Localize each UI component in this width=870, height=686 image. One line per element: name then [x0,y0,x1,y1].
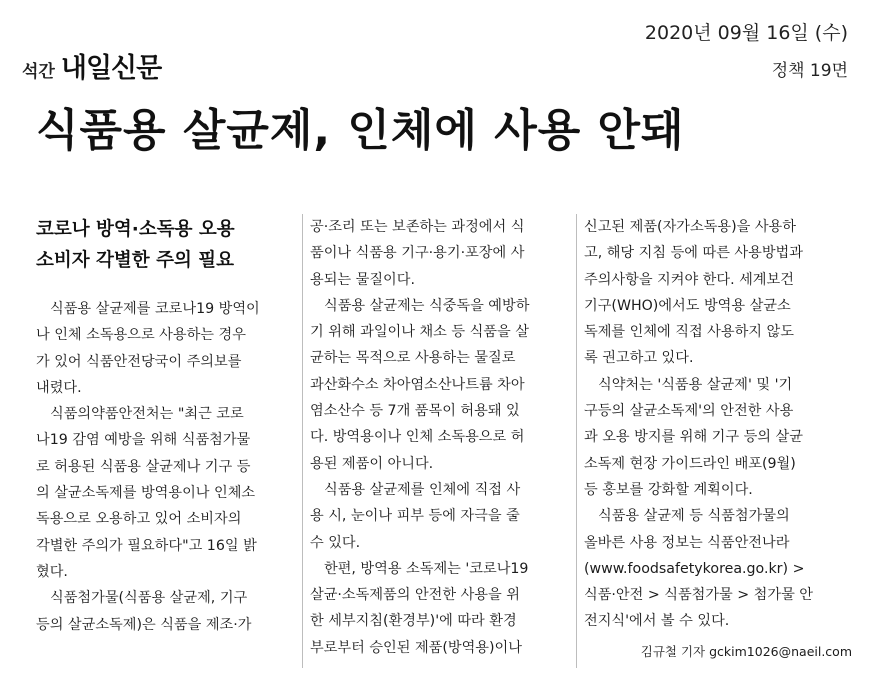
article-column-1 [36,214,298,638]
text-line: 기구(WHO)에서도 방역용 살균소 [584,297,791,314]
masthead [22,46,161,85]
text-line: 염소산수 등 7개 품목이 허용돼 있 [310,403,520,420]
text-line: 과산화수소 차아염소산나트륨 차아 [310,376,525,393]
text-line: 식품첨가물(식품용 살균제, 기구 [50,590,248,607]
text-line: 과 오용 방지를 위해 기구 등의 살균 [584,429,803,446]
text-line: 록 권고하고 있다. [584,350,694,367]
text-line: 다. 방역용이나 인체 소독용으로 허 [310,429,525,446]
byline: 김규철 기자 gckim1026@naeil.com [640,643,852,659]
publication-name: 내일신문 [60,53,162,84]
text-line: 식품·안전 > 식품첨가물 > 첨가물 안 [584,587,814,604]
text-line: 등 홍보를 강화할 계획이다. [584,481,753,498]
text-line: 고, 해당 지침 등에 따른 사용방법과 [584,245,803,262]
section-page: 정책 19면 [771,61,848,81]
text-line: 등의 살균소독제)은 식품을 제조·가 [36,616,252,633]
text-line: 공·조리 또는 보존하는 과정에서 식 [310,219,525,235]
text-line: 식품용 살균제를 인체에 직접 사 [324,481,521,498]
text-line: 독제를 인체에 직접 사용하지 않도 [584,324,794,341]
text-line: 로 허용된 식품용 살균제나 기구 등 [36,458,251,475]
text-line: 식품용 살균제는 식중독을 예방하 [324,297,530,314]
text-line: 품이나 식품용 기구·용기·포장에 사 [310,245,525,262]
text-line: 부로부터 승인된 제품(방역용)이나 [310,639,522,656]
text-line: 식품용 살균제를 코로나19 방역이 [50,301,260,317]
column-divider [302,214,303,668]
subheadline-line: 코로나 방역·소독용 오용 [36,219,235,240]
article-column-3 [584,214,852,665]
text-line: 수 있다. [310,534,361,551]
text-line: 주의사항을 지켜야 한다. 세계보건 [584,271,794,288]
text-line: 용된 제품이 아니다. [310,455,434,472]
text-line: 살균·소독제품의 안전한 사용을 위 [310,587,520,604]
text-line: 나19 감염 예방을 위해 식품첨가물 [36,432,251,449]
subheadline-line: 소비자 각별한 주의 필요 [36,250,235,271]
text-line: (www.foodsafetykorea.go.kr) > [584,560,805,577]
subheadline [36,214,298,276]
text-line: 독용으로 오용하고 있어 소비자의 [36,511,242,528]
text-line: 의 살균소독제를 방역용이나 인체소 [36,485,256,502]
text-line: 전지식'에서 볼 수 있다. [584,613,730,630]
text-line: 나 인체 소독용으로 사용하는 경우 [36,327,246,344]
text-line: 식약처는 '식품용 살균제' 및 '기 [598,376,793,393]
text-line: 신고된 제품(자가소독용)을 사용하 [584,219,796,235]
text-line: 한 세부지침(환경부)'에 따라 환경 [310,613,517,630]
text-line: 기 위해 과일이나 채소 등 식품을 살 [310,324,529,341]
publication-date: 2020년 09월 16일 (수) [644,22,848,44]
text-line: 구등의 살균소독제'의 안전한 사용 [584,403,794,420]
text-line: 올바른 사용 정보는 식품안전나라 [584,534,790,551]
column-divider [576,214,577,668]
text-line: 혔다. [36,563,68,580]
text-line: 식품의약품안전처는 "최근 코로 [50,406,244,423]
text-line: 용되는 물질이다. [310,271,415,288]
text-line: 용 시, 눈이나 피부 등에 자극을 줄 [310,508,520,525]
article-column-2 [310,214,574,661]
text-line: 가 있어 식품안전당국이 주의보를 [36,353,242,370]
text-line: 한편, 방역용 소독제는 '코로나19 [324,560,529,577]
text-line: 식품용 살균제 등 식품첨가물의 [598,508,790,525]
publication-edition: 석간 [22,62,55,82]
text-line: 소독제 현장 가이드라인 배포(9월) [584,455,796,472]
text-line: 내렸다. [36,379,82,396]
text-line: 각별한 주의가 필요하다"고 16일 밝 [36,537,257,554]
headline: 식품용 살균제, 인체에 사용 안돼 [36,105,685,156]
text-line: 균하는 목적으로 사용하는 물질로 [310,350,516,367]
